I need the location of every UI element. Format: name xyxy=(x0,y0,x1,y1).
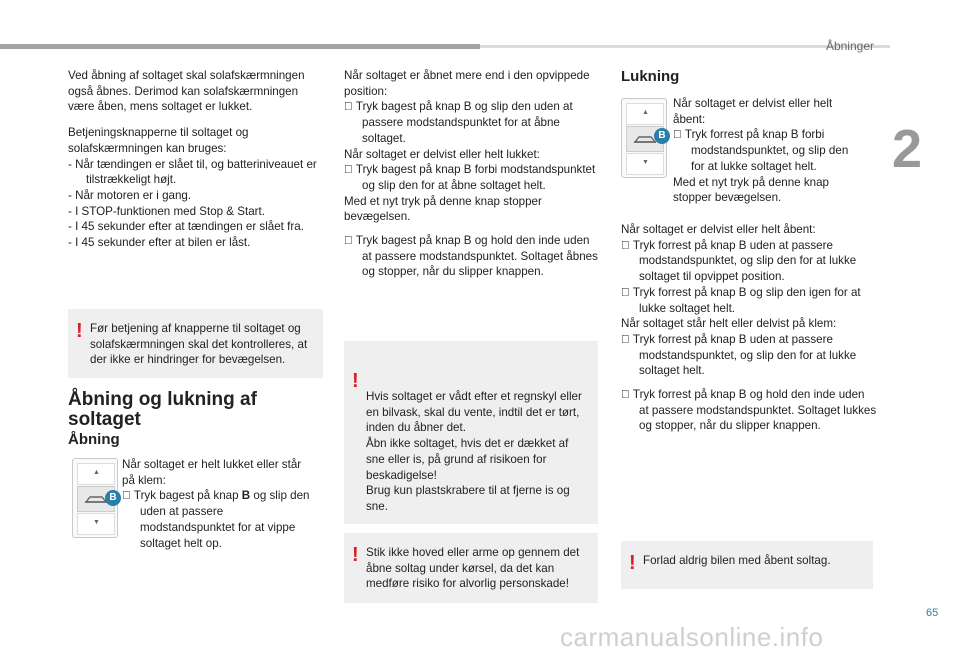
condition-text: Når soltaget er delvist eller helt åbent: xyxy=(673,97,833,126)
header-rule xyxy=(0,44,480,49)
step-text: Tryk forrest på knap B uden at passere modstandspunktet, og slip den for at lukke soltaget helt. xyxy=(621,332,857,378)
warning-box xyxy=(68,309,323,378)
usage-item: - I STOP-funktionen med Stop & Start. xyxy=(68,204,265,218)
step-text: Tryk bagest på knap B og slip den uden at passere modstandspunktet for at åbne soltaget. xyxy=(344,100,561,145)
warning-text: Stik ikke hoved eller arme op gennem det åbne soltag under kørsel, da det kan medføre risiko for alvorlig personskade! xyxy=(366,546,580,591)
warning-text: Før betjening af knapperne til soltaget og solafskærmningen skal det kontrolleres, at der ikke er hindringer for bevægelsen. xyxy=(90,322,308,367)
button-segment-down: ▼ xyxy=(626,153,664,175)
warning-icon: ! xyxy=(629,552,636,574)
column-3 xyxy=(621,222,877,434)
warning-icon: ! xyxy=(352,370,359,392)
warning-box xyxy=(344,341,598,524)
usage-item: - I 45 sekunder efter at tændingen er slået fra. xyxy=(68,220,304,234)
usage-intro: Betjeningsknapperne til soltaget og solafskærmningen kan bruges: xyxy=(68,126,249,155)
intro-text: Ved åbning af soltaget skal solafskærmningen også åbnes. Derimod kan solafskærmningen være åben, mens soltaget er lukket. xyxy=(68,69,305,114)
button-b-badge: B xyxy=(105,490,121,506)
usage-item: - Når tændingen er slået til, og batteriniveauet er tilstrækkeligt højt. xyxy=(68,157,317,187)
column-1 xyxy=(68,68,324,251)
button-b-badge: B xyxy=(654,128,670,144)
condition-text: Når soltaget er delvist eller helt lukket: xyxy=(344,147,540,161)
opening-steps xyxy=(122,457,314,551)
warning-text: Hvis soltaget er vådt efter et regnskyl eller en bilvask, skal du vente, indtil det er tørt, inden du åbner det. Åbn ikke soltaget, hvis det er dækket af sne eller is, på grund af risikoen for beskadigelse! Brug kun plastskrabere til at fjerne is og sne. xyxy=(366,390,582,513)
warning-icon: ! xyxy=(352,544,359,566)
page-title: Åbning og lukning af soltaget xyxy=(68,389,257,430)
condition-text: Når soltaget er åbnet mere end i den opvippede position: xyxy=(344,69,590,98)
step-text: Tryk forrest på knap B og hold den inde uden at passere modstandspunktet. Soltaget lukkes og stopper, når du slipper knappen. xyxy=(621,388,866,433)
button-segment-up: ▲ xyxy=(77,463,115,485)
chapter-number: 2 xyxy=(892,119,923,179)
page-number: 65 xyxy=(926,607,939,619)
warning-text: Forlad aldrig bilen med åbent soltag. xyxy=(643,554,831,567)
warning-box xyxy=(621,541,873,589)
roof-button-image xyxy=(621,98,667,178)
button-segment-up: ▲ xyxy=(626,103,664,125)
note-text: Med et nyt tryk på denne knap stopper bevægelsen. xyxy=(673,175,829,205)
opening-step: Tryk bagest på knap B og slip den uden at passere modstandspunktet for at vippe soltaget helt op. xyxy=(122,489,298,550)
step-text: Tryk forrest på knap B uden at passere modstandspunktet, og slip den for at lukke soltaget til opvippet position. xyxy=(621,238,857,284)
step-text: Tryk forrest på knap B og slip den igen for at lukke soltaget helt. xyxy=(621,285,849,315)
closing-steps xyxy=(673,96,853,206)
section-title: Åbninger xyxy=(825,39,874,53)
subheading-closing: Lukning xyxy=(621,68,680,85)
note-text: Med et nyt tryk på denne knap stopper bevægelsen. xyxy=(344,194,542,224)
button-segment-down: ▼ xyxy=(77,513,115,535)
subheading-opening: Åbning xyxy=(68,431,120,448)
watermark: carmanualsonline.info xyxy=(560,622,824,652)
roof-button-image xyxy=(72,458,118,538)
warning-box xyxy=(344,533,598,603)
section-heading xyxy=(68,390,324,430)
usage-item: - Når motoren er i gang. xyxy=(68,188,192,202)
opening-condition: Når soltaget er helt lukket eller står på klem: xyxy=(122,458,302,487)
usage-item: - I 45 sekunder efter at bilen er låst. xyxy=(68,236,251,250)
condition-text: Når soltaget er delvist eller helt åbent: xyxy=(621,223,816,236)
step-text: Tryk bagest på knap B og hold den inde uden at passere modstandspunktet. Soltaget åbnes og stopper, når du slipper knappen. xyxy=(344,234,591,279)
step-text: Tryk forrest på knap B forbi modstandspunktet, og slip den for at lukke soltaget helt. xyxy=(673,128,849,173)
column-2 xyxy=(344,68,600,280)
condition-text: Når soltaget står helt eller delvist på klem: xyxy=(621,317,837,331)
step-text: Tryk bagest på knap B forbi modstandspunktet og slip den for at åbne soltaget helt. xyxy=(344,163,600,192)
warning-icon: ! xyxy=(76,320,83,342)
